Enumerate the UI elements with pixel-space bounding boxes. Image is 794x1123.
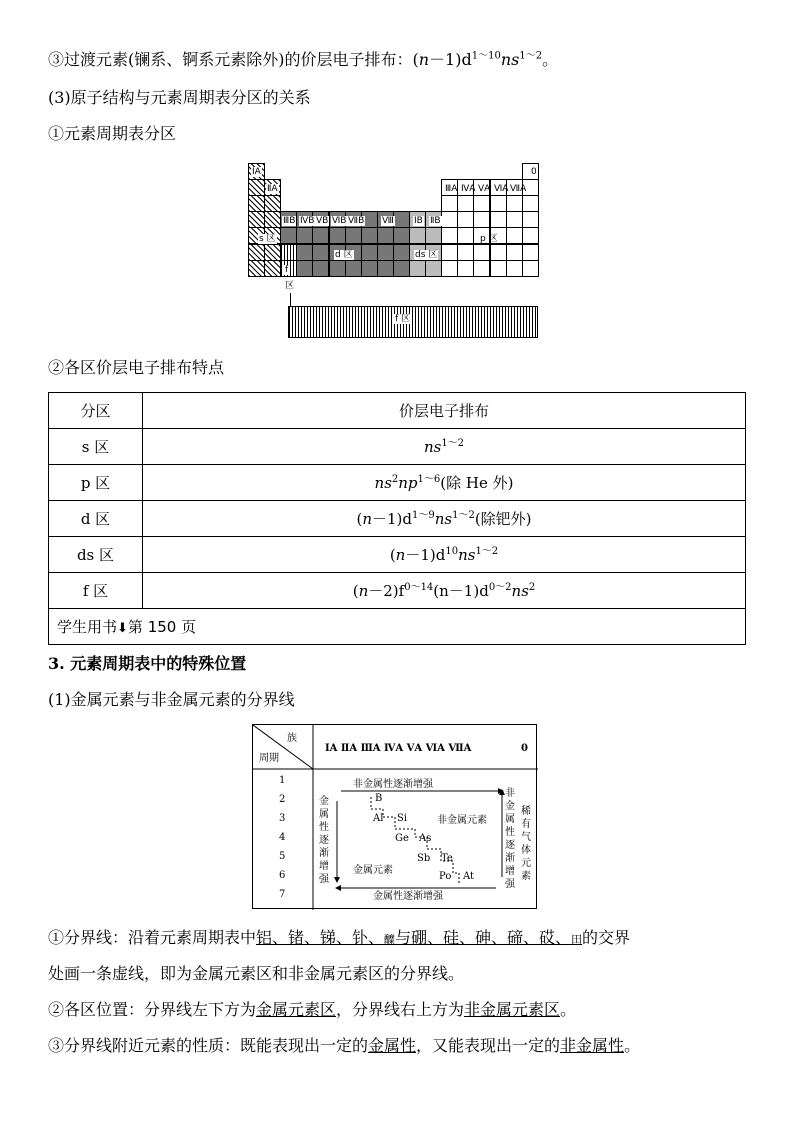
superscript: 1～9	[411, 510, 435, 521]
superscript: 1～6	[417, 474, 441, 485]
p-block-cell	[457, 195, 474, 212]
metal-region-label: 金属元素	[353, 865, 393, 876]
group-label-VB: ⅤB	[316, 216, 329, 226]
d-block-cell	[329, 260, 346, 277]
section-heading: 3. 元素周期表中的特殊位置	[48, 654, 247, 673]
d-block-cell	[361, 260, 378, 277]
period-number: 3	[279, 813, 286, 824]
text: ③过渡元素(镧系、锕系元素除外)的价层电子排布：(	[48, 50, 419, 69]
p-block-cell	[473, 260, 490, 277]
periodic-table-blocks-figure	[248, 163, 568, 343]
group-label-IIIB: ⅢB	[283, 216, 296, 226]
p-block-cell	[506, 211, 523, 228]
formula-part: n	[358, 582, 369, 600]
p-block-cell	[522, 260, 539, 277]
subsection-heading: (1)金属元素与非金属元素的分界线	[48, 690, 295, 709]
superscript: 1～10	[471, 50, 501, 62]
config-cell	[143, 429, 746, 465]
text: ②各区位置：分界线左下方为	[48, 1000, 257, 1019]
d-block-cell	[312, 260, 329, 277]
underlined-text: 非金属元素区	[464, 1000, 561, 1019]
footer-cell	[49, 609, 746, 645]
underlined-text: 铝、锗、锑、钋、	[256, 928, 385, 947]
block-cell: p 区	[49, 465, 143, 501]
p-block-cell	[506, 244, 523, 261]
bottom-arrow-label: 金属性逐渐增强	[373, 891, 443, 902]
d-block-cell	[296, 227, 313, 244]
d-block-cell	[409, 260, 426, 277]
group-label-VIIA: ⅦA	[510, 184, 527, 194]
formula-part: (	[389, 546, 396, 564]
p-block-cell	[441, 227, 458, 244]
s-block-cell	[248, 195, 265, 212]
table-header-row	[49, 393, 746, 429]
p-block-label: p 区	[480, 234, 498, 244]
formula-part: ns	[511, 582, 529, 600]
d-block-cell	[425, 227, 442, 244]
underlined-text: 非金属性	[560, 1036, 625, 1055]
formula-part: np	[398, 474, 418, 492]
superscript: 0～2	[488, 582, 512, 593]
text: ③分界线附近元素的性质：既能表现出一定的	[48, 1036, 369, 1055]
s-block-cell	[248, 260, 265, 277]
noble-gas-label: 稀有气体元素	[521, 806, 531, 882]
d-block-cell	[393, 211, 410, 228]
element-Si: Si	[397, 813, 408, 824]
p-block-cell	[522, 244, 539, 261]
element-glyph-small: 田	[571, 933, 583, 946]
f-small-label: f	[285, 265, 289, 275]
underlined-text: 金属元素区	[256, 1000, 337, 1019]
formula-part: (	[356, 510, 363, 528]
right-vertical-label: 非金属性逐渐增强	[505, 788, 515, 890]
f-block-connector	[290, 293, 291, 306]
superscript: 2	[528, 582, 536, 593]
d-block-cell	[377, 227, 394, 244]
formula-part: (除钯外)	[474, 510, 532, 528]
group-label-IIIA: ⅢA	[445, 184, 458, 194]
down-arrow-icon: ⬇	[117, 621, 128, 636]
d-block-cell	[393, 260, 410, 277]
period-number: 5	[279, 851, 286, 862]
text: 。	[624, 1036, 641, 1055]
p-block-cell	[522, 195, 539, 212]
element-Po: Po	[439, 871, 452, 882]
p-block-cell	[441, 244, 458, 261]
d-block-cell	[377, 244, 394, 261]
d-block-cell	[409, 227, 426, 244]
config-cell	[143, 537, 746, 573]
p-block-cell	[490, 244, 507, 261]
p-block-cell	[506, 227, 523, 244]
corner-label: 族	[287, 733, 297, 744]
element-At: At	[463, 871, 475, 882]
region-position-desc	[48, 1000, 576, 1020]
table-row	[49, 465, 746, 501]
d-block-cell	[361, 244, 378, 261]
formula-part: ns	[374, 474, 392, 492]
d-block-cell	[345, 227, 362, 244]
d-block-cell	[361, 227, 378, 244]
text: ，又能表现出一定的	[416, 1036, 561, 1055]
table-footer-row	[49, 609, 746, 645]
d-block-cell	[393, 244, 410, 261]
top-arrow-label: 非金属性逐渐增强	[353, 779, 433, 790]
group-zero: 0	[521, 743, 528, 754]
d-block-cell	[377, 260, 394, 277]
formula-part: ns	[434, 510, 453, 528]
text: ①分界线：沿着元素周期表中	[48, 928, 257, 947]
d-block-cell	[345, 260, 362, 277]
p-block-cell	[473, 211, 490, 228]
text: －1)d	[429, 50, 472, 69]
block-cell: f 区	[49, 573, 143, 609]
group-label-IA: ⅠA	[252, 167, 261, 177]
p-block-cell	[522, 211, 539, 228]
header-cell: 分区	[49, 393, 143, 429]
s-block-cell	[248, 179, 265, 196]
p-block-cell	[457, 260, 474, 277]
text: n	[418, 50, 430, 69]
text: ns	[500, 50, 520, 69]
d-block-cell	[296, 260, 313, 277]
p-block-cell	[457, 244, 474, 261]
p-block-cell	[441, 260, 458, 277]
f-block-strip	[288, 306, 538, 338]
formula-part: n	[395, 546, 406, 564]
underlined-text: 与硼、硅、砷、碲、砹、	[395, 928, 572, 947]
s-block-cell	[264, 260, 281, 277]
group-label-VIB: ⅥB	[332, 216, 347, 226]
table-row	[49, 573, 746, 609]
s-block-label: s 区	[259, 234, 276, 244]
f-block-label: f 区	[395, 314, 411, 324]
period-number: 6	[279, 870, 286, 881]
footer-text: 学生用书	[57, 618, 118, 636]
element-Ge: Ge	[395, 833, 409, 844]
superscript: 10	[445, 546, 459, 557]
header-cell: 价层电子排布	[143, 393, 746, 429]
p-block-cell	[441, 195, 458, 212]
formula-part: －2)f	[368, 582, 405, 600]
superscript: 0～14	[404, 582, 434, 593]
formula-part: ns	[458, 546, 476, 564]
boundary-line-desc	[48, 928, 630, 950]
p-block-cell	[457, 227, 474, 244]
p-block-cell	[506, 195, 523, 212]
block-cell: s 区	[49, 429, 143, 465]
group-label-IVB: ⅣB	[300, 216, 315, 226]
p-block-cell	[457, 211, 474, 228]
group-label-VA: ⅤA	[478, 184, 491, 194]
left-vertical-label: 金属性逐渐增强	[319, 796, 329, 885]
superscript: 1～2	[475, 546, 499, 557]
element-glyph-small: 醾	[384, 933, 396, 946]
f-block-cell	[280, 244, 297, 261]
formula-part: －1)d	[371, 510, 412, 528]
d-block-cell	[312, 227, 329, 244]
subsection-item: ①元素周期表分区	[48, 124, 177, 143]
p-block-cell	[506, 260, 523, 277]
element-B: B	[375, 793, 383, 804]
p-block-cell	[522, 227, 539, 244]
block-cell: d 区	[49, 501, 143, 537]
d-block-label: d 区	[335, 250, 353, 260]
superscript: 1～2	[441, 437, 465, 449]
period-number: 7	[279, 889, 286, 900]
group-label-IIB: ⅡB	[430, 216, 441, 226]
group-header: ⅠA ⅡA ⅢA ⅣA ⅤA ⅥA ⅦA	[325, 743, 472, 754]
superscript: 1～2	[452, 510, 475, 521]
p-block-cell	[490, 211, 507, 228]
page-ref: 第 150 页	[127, 618, 197, 636]
d-block-cell	[393, 227, 410, 244]
period-number: 4	[279, 832, 286, 843]
text: ，分界线右上方为	[336, 1000, 465, 1019]
group-label-IIA: ⅡA	[267, 184, 278, 194]
group-label-0: 0	[531, 167, 537, 177]
table-row	[49, 501, 746, 537]
group-label-IVA: ⅣA	[461, 184, 476, 194]
f-small-label: 区	[285, 281, 295, 291]
formula-part: －1)d	[405, 546, 446, 564]
group-label-VIA: ⅥA	[494, 184, 509, 194]
formula-part: ns	[423, 437, 442, 456]
d-block-cell	[296, 244, 313, 261]
group-label-VIIB: ⅦB	[348, 216, 365, 226]
p-block-cell	[441, 211, 458, 228]
p-block-cell	[473, 195, 490, 212]
boundary-property-desc	[48, 1036, 640, 1056]
superscript: 2	[391, 474, 399, 485]
p-block-cell	[473, 244, 490, 261]
table-row	[49, 537, 746, 573]
block-config-table	[48, 392, 746, 645]
text: 。	[560, 1000, 577, 1019]
nonmetal-region-label: 非金属元素	[437, 815, 487, 826]
group-label-IB: ⅠB	[414, 216, 423, 226]
table-row	[49, 429, 746, 465]
corner-label: 周期	[259, 753, 279, 764]
s-block-cell	[264, 244, 281, 261]
formula-part: n	[362, 510, 372, 528]
period-number: 2	[279, 794, 286, 805]
subsection-heading: (3)原子结构与元素周期表分区的关系	[48, 88, 311, 107]
ds-block-label: ds 区	[415, 250, 438, 260]
underlined-text: 金属性	[368, 1036, 417, 1055]
text: 。	[542, 50, 559, 69]
config-cell	[143, 501, 746, 537]
group-label-VIII: Ⅷ	[382, 216, 394, 226]
formula-part: (除 He 外)	[440, 474, 514, 492]
p-block-cell	[490, 260, 507, 277]
s-block-cell	[248, 244, 265, 261]
d-block-cell	[312, 244, 329, 261]
text: 的交界	[582, 928, 631, 947]
element-Sb: Sb	[417, 853, 431, 864]
boundary-line-desc-2: 处画一条虚线，即为金属元素区和非金属元素区的分界线。	[48, 964, 465, 983]
config-cell	[143, 465, 746, 501]
formula-part: (n－1)d	[433, 582, 489, 600]
superscript: 1～2	[519, 50, 543, 62]
d-block-cell	[329, 227, 346, 244]
block-cell: ds 区	[49, 537, 143, 573]
element-As: As	[419, 833, 432, 844]
s-block-cell	[248, 211, 265, 228]
d-block-cell	[280, 227, 297, 244]
s-block-cell	[264, 211, 281, 228]
d-block-cell	[425, 260, 442, 277]
subsection-item: ②各区价层电子排布特点	[48, 358, 225, 377]
element-Te: Te	[441, 853, 453, 864]
period-number: 1	[279, 775, 286, 786]
config-cell	[143, 573, 746, 609]
s-block-cell	[264, 195, 281, 212]
formula-part: (	[352, 582, 359, 600]
p-block-cell	[490, 195, 507, 212]
element-Al: Al	[373, 813, 384, 824]
transition-config-line	[48, 50, 558, 70]
metal-nonmetal-boundary-figure	[252, 724, 537, 909]
